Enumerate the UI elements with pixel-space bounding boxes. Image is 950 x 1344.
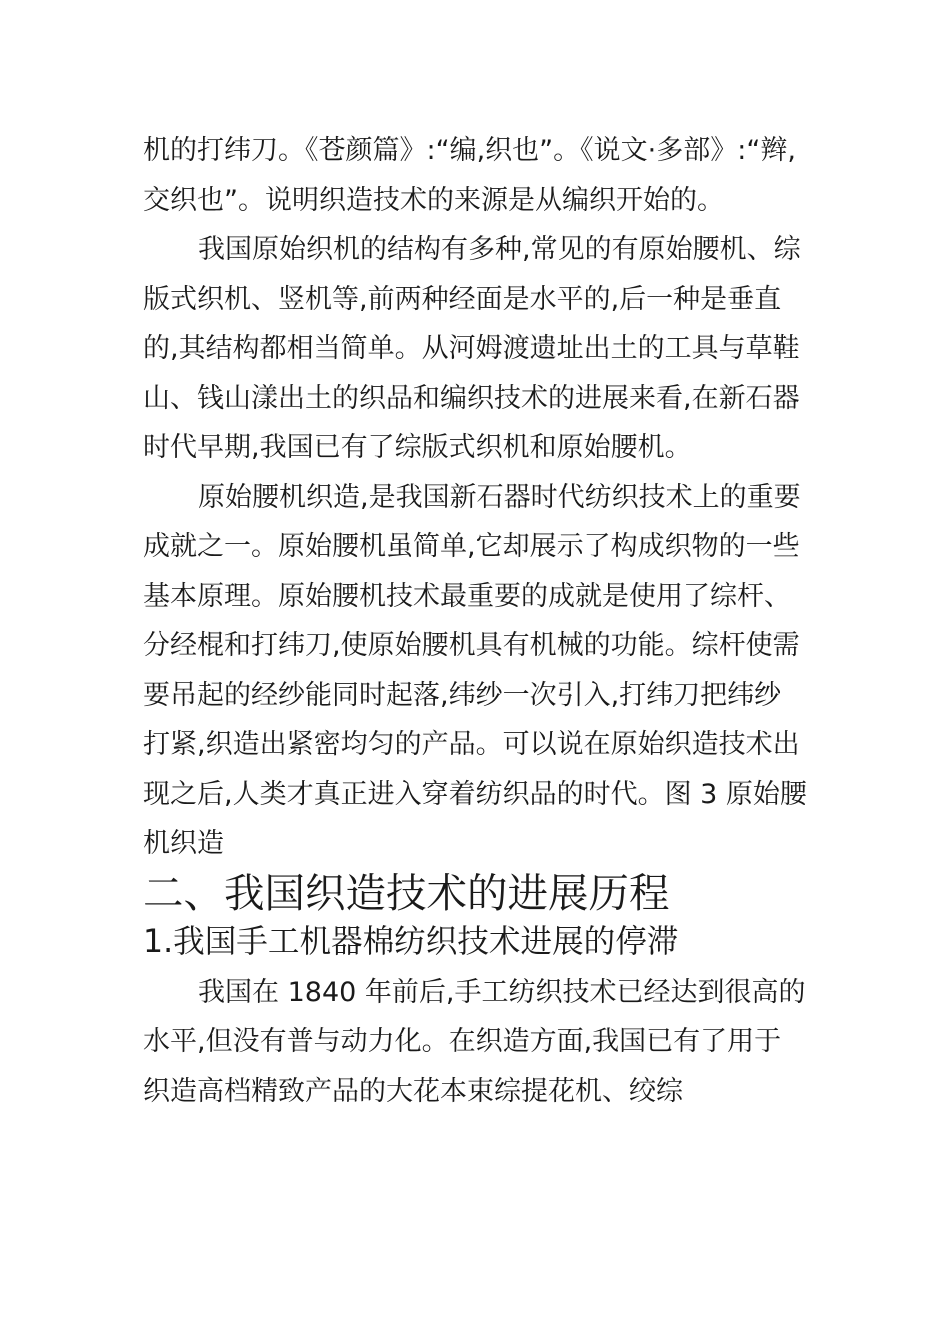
paragraph-waist-loom: 原始腰机织造,是我国新石器时代纺织技术上的重要成就之一。原始腰机虽简单,它却展示了构成织物的一些基本原理。原始腰机技术最重要的成就是使用了综杆、分经棍和打纬刀,使原始腰机具有机械的功能。综杆使需要吊起的经纱能同时起落,纬纱一次引入,打纬刀把纬纱打紧,织造出紧密均匀的产品。可以说在原始织造技术出现之后,人类才真正进入穿着纺织品的时代。图 3 原始腰机织造 [143, 481, 807, 859]
subsection-heading: 1.我国手工机器棉纺织技术进展的停滞 [143, 924, 679, 960]
paragraph-loom-structures: 我国原始织机的结构有多种,常见的有原始腰机、综版式织机、竖机等,前两种经面是水平的,后一种是垂直的,其结构都相当简单。从河姆渡遗址出土的工具与草鞋山、钱山漾出土的织品和编织技术的进展来看,在新石器时代早期,我国已有了综版式织机和原始腰机。 [143, 234, 801, 463]
paragraph-continuation: 机的打纬刀。《苍颜篇》:“编,织也”。《说文·多部》:“辫,交织也”。说明织造技术的来源是从编织开始的。 [143, 135, 796, 216]
document-body [143, 126, 808, 1116]
section-heading: 二、我国织造技术的进展历程 [143, 868, 670, 917]
paragraph-1840-stagnation: 我国在 1840 年前后,手工纺织技术已经达到很高的水平,但没有普与动力化。在织造方面,我国已有了用于织造高档精致产品的大花本束综提花机、绞综 [143, 976, 806, 1107]
